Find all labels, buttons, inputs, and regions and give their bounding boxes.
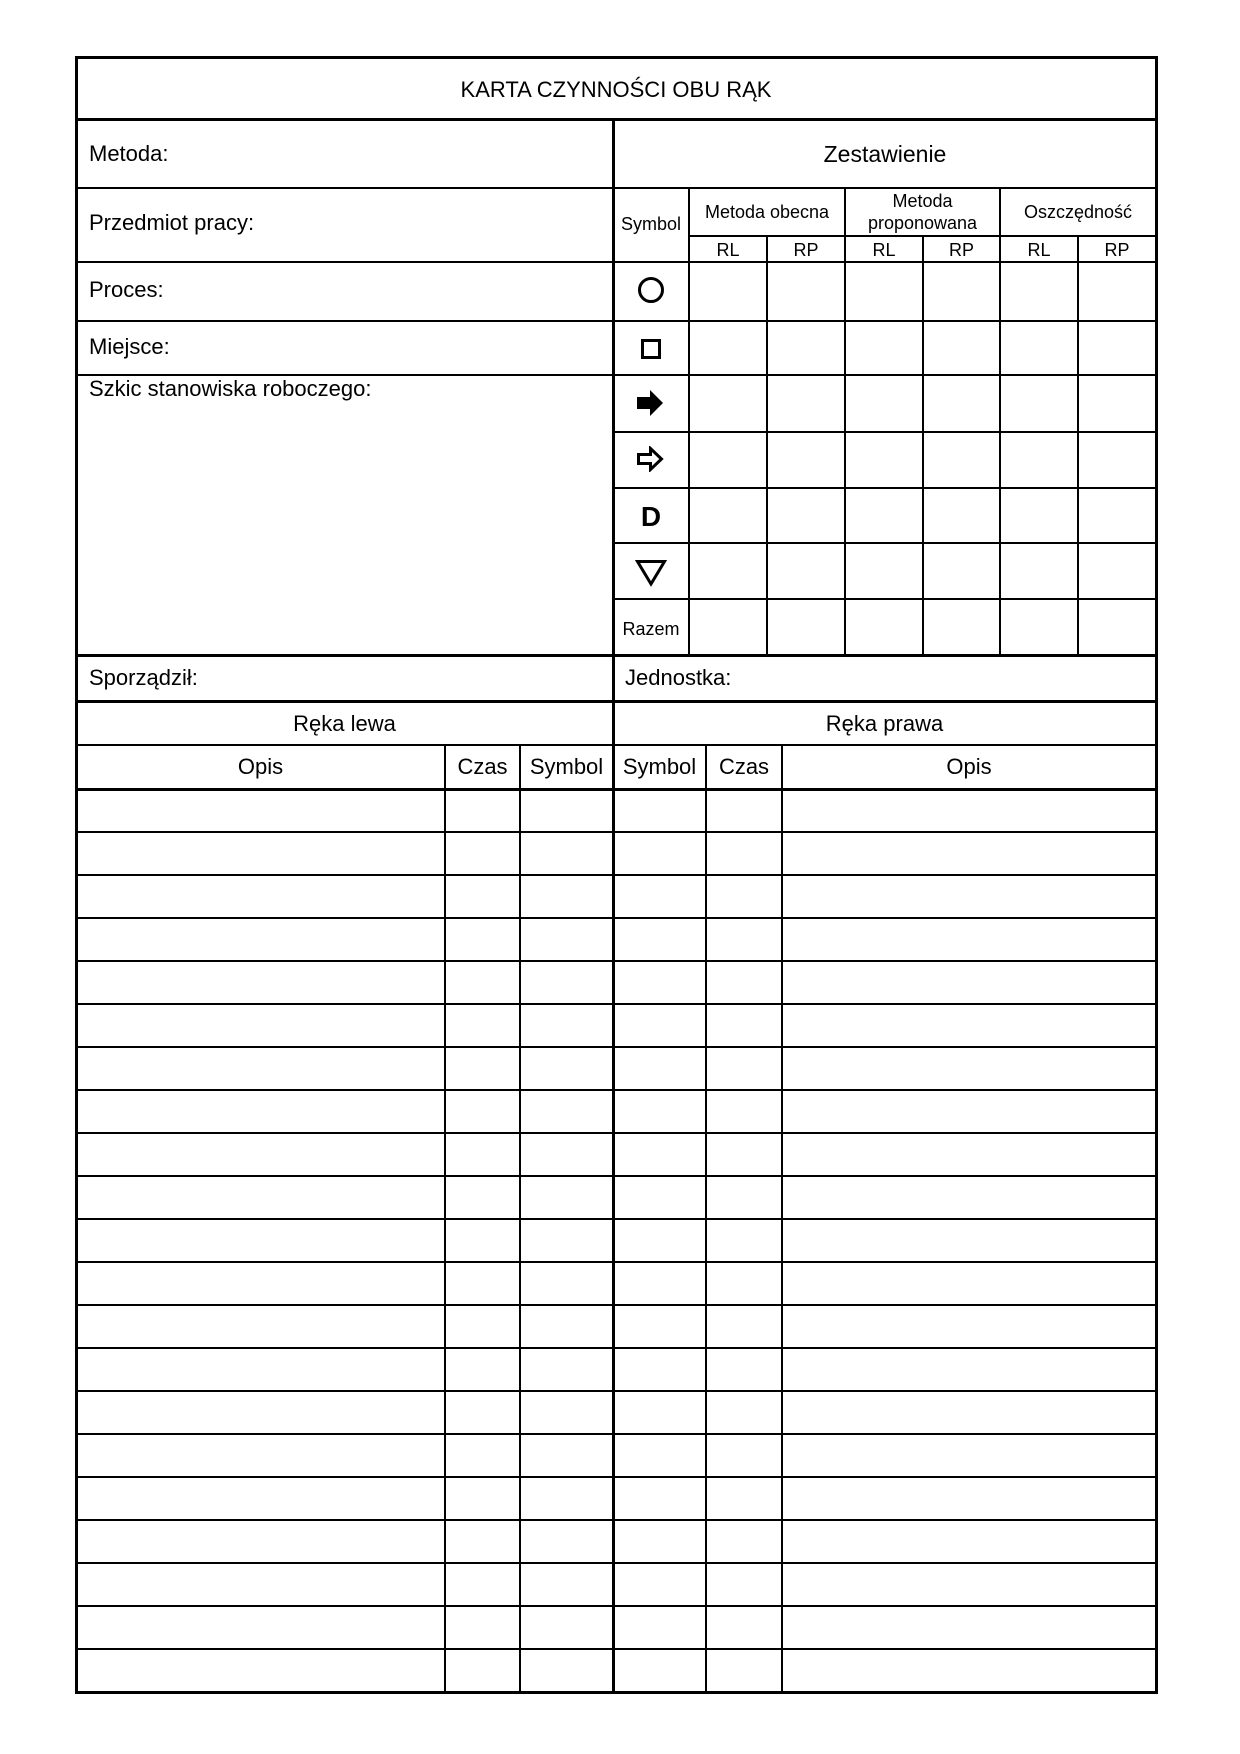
rule-line <box>76 187 613 189</box>
table-row-line <box>76 1648 1156 1650</box>
rl-header: RL <box>1027 240 1051 260</box>
left-czas-header: Czas <box>457 754 508 779</box>
rule-line <box>1077 236 1079 655</box>
rule-line <box>76 320 613 322</box>
rule-line <box>76 744 1156 746</box>
oszczednosc-header: Oszczędność <box>1023 202 1133 222</box>
table-row-line <box>76 917 1156 919</box>
table-row-line <box>76 1046 1156 1048</box>
jednostka-label: Jednostka: <box>625 665 732 690</box>
inspection-square-icon <box>641 339 661 359</box>
reka-prawa-heading: Ręka prawa <box>825 711 944 736</box>
rule-line <box>688 188 690 655</box>
table-row-line <box>76 1433 1156 1435</box>
transport-outline-arrow-icon <box>636 446 664 472</box>
rule-line <box>922 236 924 655</box>
form-title: KARTA CZYNNOŚCI OBU RĄK <box>460 77 772 102</box>
table-row-line <box>76 1003 1156 1005</box>
rl-header: RL <box>872 240 896 260</box>
rp-header: RP <box>948 240 974 260</box>
metoda-proponowana-header <box>845 190 1000 234</box>
rule-line <box>613 431 1156 433</box>
rule-line <box>613 487 1156 489</box>
title-divider <box>76 118 1156 121</box>
delay-d-icon: D <box>640 501 662 532</box>
rule-line <box>766 236 768 655</box>
table-row-line <box>76 1304 1156 1306</box>
table-row-line <box>76 960 1156 962</box>
rule-line <box>76 261 613 263</box>
rule-line <box>613 320 1156 322</box>
rule-line <box>613 542 1156 544</box>
summary-symbol-header: Symbol <box>620 214 682 234</box>
razem-label: Razem <box>622 619 680 639</box>
center-divider <box>612 119 615 1692</box>
right-opis-header: Opis <box>946 754 992 779</box>
rule-line <box>76 374 613 376</box>
metoda-proponowana-header-text: Metoda proponowana <box>867 191 978 233</box>
section-divider <box>76 700 1156 703</box>
rule-line <box>999 188 1001 655</box>
rp-header: RP <box>793 240 819 260</box>
table-row-line <box>76 874 1156 876</box>
rl-header: RL <box>716 240 740 260</box>
table-row-line <box>76 1519 1156 1521</box>
form-title-cell <box>76 57 1156 119</box>
table-row-line <box>76 1261 1156 1263</box>
szkic-stanowiska-label: Szkic stanowiska roboczego: <box>89 376 372 401</box>
table-row-line <box>76 1476 1156 1478</box>
table-row-line <box>76 1089 1156 1091</box>
outer-frame <box>75 56 1158 59</box>
operation-circle-icon <box>637 276 665 304</box>
right-symbol-header: Symbol <box>622 754 697 779</box>
przedmiot-pracy-label: Przedmiot pracy: <box>89 210 255 235</box>
table-row-line <box>76 1218 1156 1220</box>
outer-frame <box>75 1691 1158 1694</box>
miejsce-label: Miejsce: <box>89 334 170 359</box>
storage-triangle-icon <box>635 559 667 587</box>
right-czas-header: Czas <box>718 754 770 779</box>
rule-line <box>613 187 1156 189</box>
table-row-line <box>76 1390 1156 1392</box>
table-row-line <box>76 831 1156 833</box>
table-row-line <box>76 1605 1156 1607</box>
table-row-line <box>76 1347 1156 1349</box>
transport-filled-arrow-icon <box>636 389 664 417</box>
left-opis-header: Opis <box>237 754 284 779</box>
section-divider <box>76 654 1156 657</box>
reka-lewa-heading: Ręka lewa <box>293 711 396 736</box>
rule-line <box>613 374 1156 376</box>
left-symbol-header: Symbol <box>529 754 604 779</box>
rule-line <box>613 261 1156 263</box>
section-divider <box>76 788 1156 791</box>
table-row-line <box>76 1175 1156 1177</box>
zestawienie-heading: Zestawienie <box>823 141 947 167</box>
sporzadzil-label: Sporządził: <box>89 665 198 690</box>
rule-line <box>844 188 846 655</box>
sketch-area[interactable] <box>78 402 612 652</box>
table-row-line <box>76 1132 1156 1134</box>
table-row-line <box>76 1562 1156 1564</box>
rp-header: RP <box>1104 240 1130 260</box>
metoda-label: Metoda: <box>89 141 169 166</box>
metoda-obecna-header: Metoda obecna <box>704 202 830 222</box>
proces-label: Proces: <box>89 277 164 302</box>
rule-line <box>613 598 1156 600</box>
